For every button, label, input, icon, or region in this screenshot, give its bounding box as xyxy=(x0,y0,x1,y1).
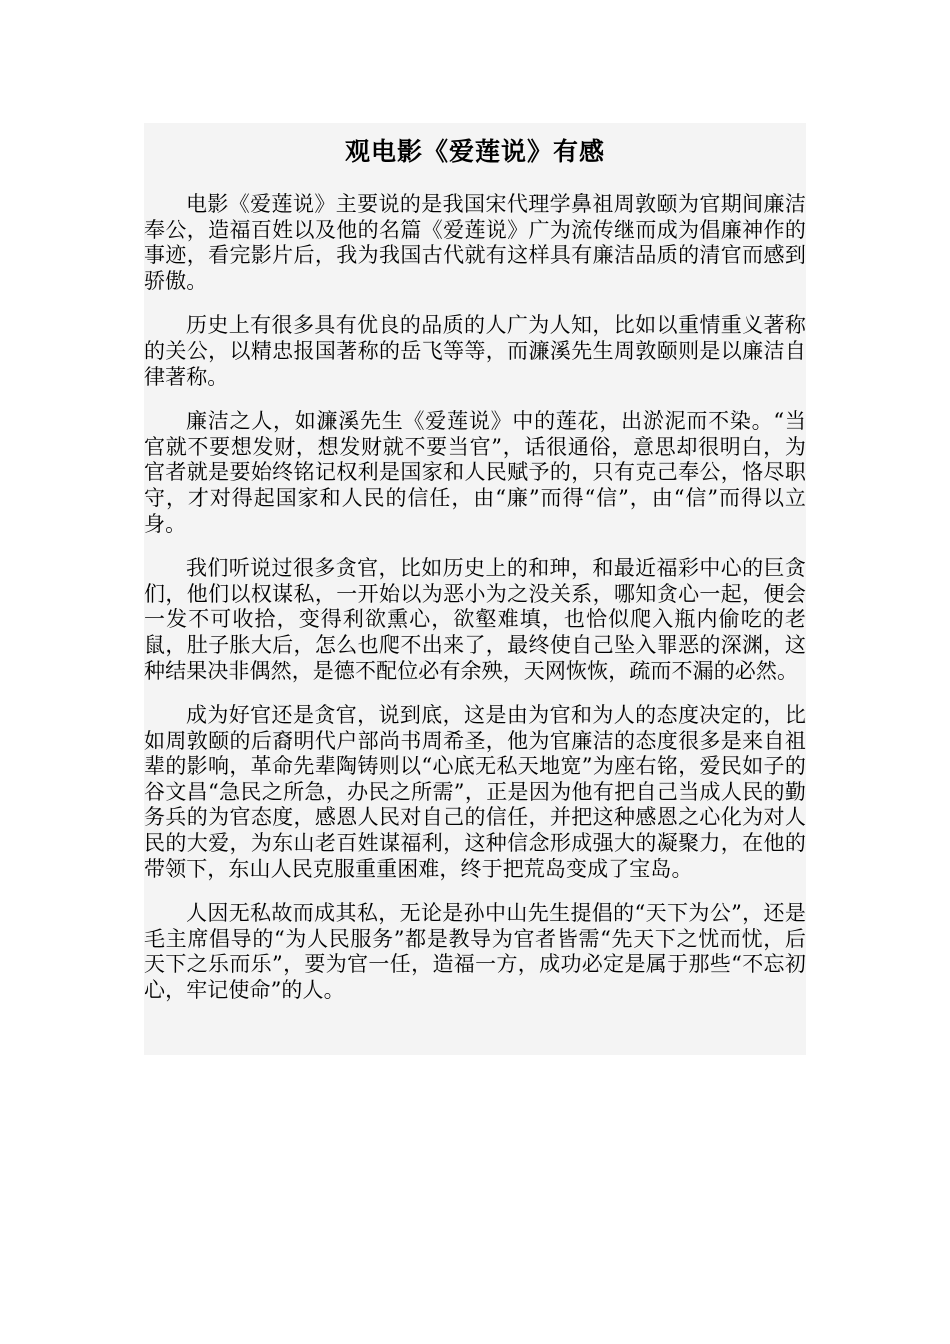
document-title: 观电影《爱莲说》有感 xyxy=(344,137,605,166)
paragraph-3: 廉洁之人，如濂溪先生《爱莲说》中的莲花，出淤泥而不染。“当官就不要想发财，想发财就不要当官”，话很通俗，意思却很明白，为官者就是要始终铭记权利是国家和人民赋予的，只有克己奉公，恪尽职守，才对得起国家和人民的信任，由“廉”而得“信”，由“信”而得以立身。 xyxy=(144,409,806,536)
paragraph-2: 历史上有很多具有优良的品质的人广为人知，比如以重情重义著称的关公，以精忠报国著称的岳飞等等，而濂溪先生周敦颐则是以廉洁自律著称。 xyxy=(144,313,806,389)
paragraph-4: 我们听说过很多贪官，比如历史上的和珅，和最近福彩中心的巨贪们，他们以权谋私，一开始以为恶小为之没关系，哪知贪心一起，便会一发不可收拾，变得利欲熏心，欲壑难填，也恰似爬入瓶内偷吃的老鼠，肚子胀大后，怎么也爬不出来了，最终使自己坠入罪恶的深渊，这种结果决非偶然，是德不配位必有余殃，天网恢恢，疏而不漏的必然。 xyxy=(144,556,806,683)
article-body xyxy=(144,123,806,1055)
paragraph-5: 成为好官还是贪官，说到底，这是由为官和为人的态度决定的，比如周敦颐的后裔明代户部尚书周希圣，他为官廉洁的态度很多是来自祖辈的影响，革命先辈陶铸则以“心底无私天地宽”为座右铭，爱民如子的谷文昌“急民之所急，办民之所需”，正是因为他有把自己当成人民的勤务兵的为官态度，感恩人民对自己的信任，并把这种感恩之心化为对人民的大爱，为东山老百姓谋福利，这种信念形成强大的凝聚力，在他的带领下，东山人民克服重重困难，终于把荒岛变成了宝岛。 xyxy=(144,703,806,881)
paragraph-6: 人因无私故而成其私，无论是孙中山先生提倡的“天下为公”，还是毛主席倡导的“为人民服务”都是教导为官者皆需“先天下之忧而忧，后天下之乐而乐”，要为官一任，造福一方，成功必定是属于那些“不忘初心，牢记使命”的人。 xyxy=(144,901,806,1003)
paragraph-1: 电影《爱莲说》主要说的是我国宋代理学鼻祖周敦颐为官期间廉洁奉公，造福百姓以及他的名篇《爱莲说》广为流传继而成为倡廉神作的事迹，看完影片后，我为我国古代就有这样具有廉洁品质的清官而感到骄傲。 xyxy=(144,192,806,293)
